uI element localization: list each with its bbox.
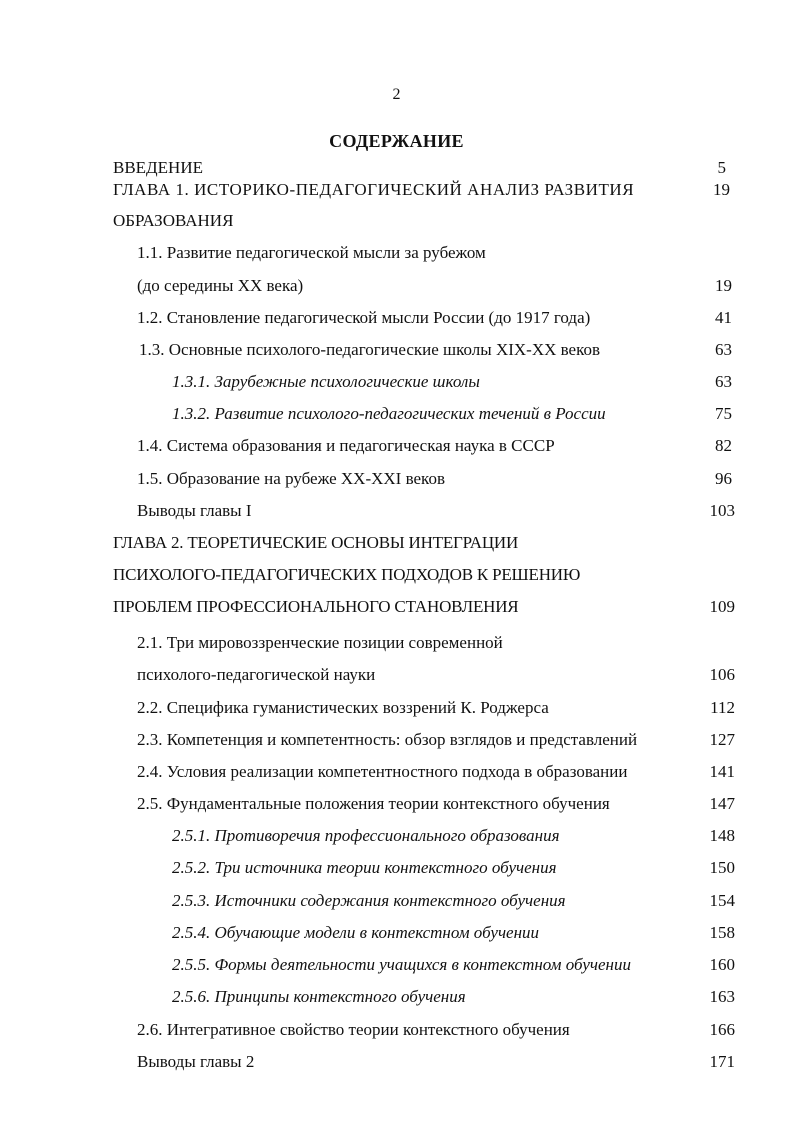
toc-entry-text: 1.1. Развитие педагогической мысли за рубежом	[137, 243, 486, 262]
toc-entry-page: 5	[717, 158, 726, 177]
toc-entry-page: 103	[709, 501, 735, 520]
toc-entry-text: 1.3.2. Развитие психолого-педагогических течений в России	[172, 404, 606, 423]
toc-entry-text: 1.5. Образование на рубеже XX-XXI веков	[137, 469, 445, 488]
toc-entry-page: 63	[715, 372, 732, 391]
toc-entry-page: 148	[709, 826, 735, 845]
toc-entry-text: Выводы главы I	[137, 501, 252, 520]
toc-entry-page: 171	[709, 1052, 735, 1071]
toc-entry-text: 1.3.1. Зарубежные психологические школы	[172, 372, 480, 391]
toc-entry-text: ОБРАЗОВАНИЯ	[113, 211, 234, 230]
toc-entry-page: 163	[709, 987, 735, 1006]
toc-entry-page: 160	[709, 955, 735, 974]
toc-entry-page: 158	[709, 923, 735, 942]
toc-entry-page: 63	[715, 340, 732, 359]
toc-entry-page: 109	[709, 597, 735, 616]
toc-entry-text: ВВЕДЕНИЕ	[113, 158, 203, 177]
toc-entry-text: психолого-педагогической науки	[137, 665, 376, 684]
toc-entry-text: 2.1. Три мировоззренческие позиции современной	[137, 633, 503, 652]
toc-entry-text: ГЛАВА 2. ТЕОРЕТИЧЕСКИЕ ОСНОВЫ ИНТЕГРАЦИИ	[113, 533, 519, 552]
page-number: 2	[392, 86, 401, 103]
toc-entry-text: 1.2. Становление педагогической мысли России (до 1917 года)	[137, 308, 591, 327]
toc-entry-page: 112	[710, 698, 735, 717]
toc-entry-page: 75	[715, 404, 732, 423]
toc-entry-text: Выводы главы 2	[137, 1052, 255, 1071]
toc-entry-page: 150	[709, 858, 735, 877]
toc-entry-text: ГЛАВА 1. ИСТОРИКО-ПЕДАГОГИЧЕСКИЙ АНАЛИЗ РАЗВИТИЯ	[113, 180, 635, 199]
toc-entry-text: 1.4. Система образования и педагогическая наука в СССР	[137, 436, 555, 455]
toc-entry-text: 2.5.4. Обучающие модели в контекстном обучении	[172, 923, 540, 942]
toc-entry-page: 41	[715, 308, 732, 327]
toc-title: СОДЕРЖАНИЕ	[329, 131, 464, 151]
toc-entry-page: 96	[715, 469, 732, 488]
toc-entry-page: 127	[709, 730, 735, 749]
toc-entry-text: 2.6. Интегративное свойство теории контекстного обучения	[137, 1020, 570, 1039]
toc-entry-text: 2.5.3. Источники содержания контекстного обучения	[172, 891, 566, 910]
toc-entry-text: 1.3. Основные психолого-педагогические школы XIX-XX веков	[139, 340, 601, 359]
toc-entry-text: 2.2. Специфика гуманистических воззрений К. Роджерса	[137, 698, 549, 717]
toc-entry-page: 19	[715, 276, 732, 295]
toc-entry-text: 2.3. Компетенция и компетентность: обзор взглядов и представлений	[137, 730, 638, 749]
toc-entry-page: 166	[709, 1020, 735, 1039]
toc-entry-text: 2.5.6. Принципы контекстного обучения	[172, 987, 466, 1006]
toc-entry-text: 2.5.5. Формы деятельности учащихся в контекстном обучении	[172, 955, 631, 974]
toc-entry-page: 154	[709, 891, 735, 910]
toc-entry-page: 106	[709, 665, 735, 684]
toc-entry-page: 19	[713, 180, 730, 199]
toc-entry-text: (до середины XX века)	[137, 276, 304, 295]
toc-entry-page: 82	[715, 436, 732, 455]
toc-entry-page: 141	[709, 762, 735, 781]
toc-entry-text: ПСИХОЛОГО-ПЕДАГОГИЧЕСКИХ ПОДХОДОВ К РЕШЕНИЮ	[113, 565, 581, 584]
toc-entry-text: ПРОБЛЕМ ПРОФЕССИОНАЛЬНОГО СТАНОВЛЕНИЯ	[113, 597, 519, 616]
toc-entry-page: 147	[709, 794, 735, 813]
toc-entry-text: 2.5.1. Противоречия профессионального образования	[172, 826, 560, 845]
toc-entry-text: 2.4. Условия реализации компетентностного подхода в образовании	[137, 762, 628, 781]
toc-entry-text: 2.5.2. Три источника теории контекстного обучения	[172, 858, 557, 877]
toc-entry-text: 2.5. Фундаментальные положения теории контекстного обучения	[137, 794, 610, 813]
